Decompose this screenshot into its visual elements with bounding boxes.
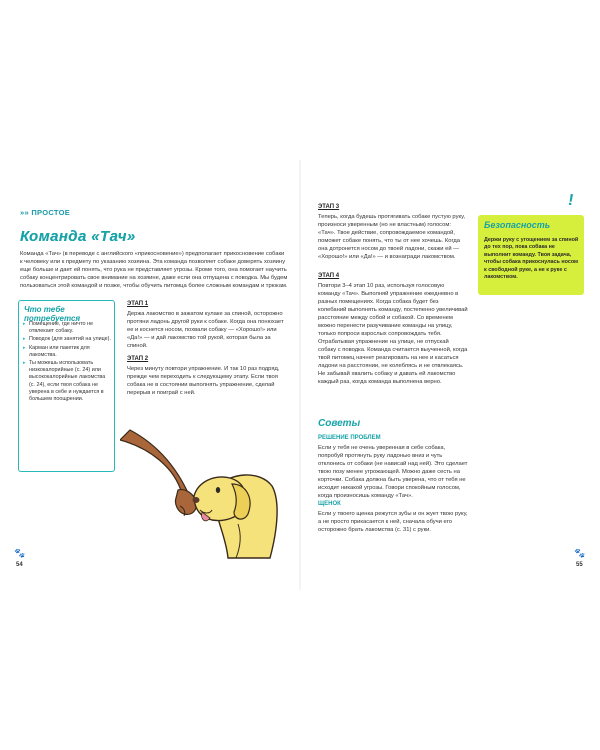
problem-solving-heading: РЕШЕНИЕ ПРОБЛЕМ (318, 435, 381, 441)
right-page (300, 160, 600, 590)
tips-heading: Советы (318, 418, 361, 429)
paw-icon: 🐾 (14, 548, 26, 558)
puppy-text: Если у твоего щенка режутся зубы и он жует твою руку, а не просто прикасается к ней, сначала обучи его осторожно брать лакомства (с. 31) с руки. (318, 511, 468, 533)
exclamation-icon: ! (566, 191, 575, 210)
requirements-title: Что тебе потребуется (24, 305, 81, 323)
left-page (0, 160, 300, 590)
stage-4-text: Повтори 3–4 этап 10 раз, используя голосовую команду «Тач». Выполняй упражнение ежедневно в разных помещениях. Когда собака будет без колебаний выполнять команду, постепенно увеличивай расстояние между собой и собакой. Со временем можно перенести разучивание команды на улицу, только попроси взрослых сопровождать тебя. Отрабатывая упражнение на улице, не отпускай собаку с поводка. Команда считается выученной, когда твой питомец начнет реагировать на нее и касаться ладони на расстоянии, не колеблясь и не отвлекаясь. Не забывай хвалить собаку и давать ей лакомство каждый раз, когда команда выполнена верно. (318, 283, 468, 385)
problem-solving-text: Если у тебя не очень уверенная в себе собака, попробуй протянуть руку ладонью вниз и чуть отклонись от собаки (не нависай над ней). Это сделает твою позу менее угрожающей. Можно даже сесть на корточки. Собака должна быть уверена, что от тебя не исходит никакой угрозы. Говори спокойным голосом, когда произносишь команду «Тач». (318, 445, 468, 499)
stage-3-heading: ЭТАП 3 (318, 204, 340, 210)
safety-box (478, 215, 584, 295)
stage-4-heading: ЭТАП 4 (318, 273, 340, 279)
page-title: Команда «Тач» (20, 228, 136, 245)
requirements-list (23, 321, 111, 404)
list-item: ▸ Поводок (для занятий на улице). (23, 336, 111, 343)
paw-icon: 🐾 (574, 548, 586, 558)
stage-3-text: Теперь, когда будешь протягивать собаке пустую руку, произноси уверенным (но не властным) голосом: «Тач». Твое действие, сопровождаемое командой, поможет собаке понять, что ты от нее хочешь. Когда она дотронется носом до твоей ладони, скажи ей — «Хорошо!» или «Да!» — и вознагради лакомством. (318, 214, 466, 260)
stage-1-heading: ЭТАП 1 (127, 301, 149, 307)
safety-text: Держи руку с угощением за спиной до тех пор, пока собака не выполнит команду. Твоя задача, чтобы собака прикоснулась носом к свободной руке, а не к руке с лакомством. (484, 237, 579, 281)
puppy-heading: ЩЕНОК (318, 501, 341, 507)
list-item: ▸ Ты можешь использовать низкокалорийные (с. 24) или высококалорийные лакомства (с. 24), если твоя собака не уверена в себе и нуждается в большем поощрении. (23, 360, 111, 403)
intro-paragraph: Команда «Тач» (в переводе с английского «прикосновение») предполагает прикосновение собаки к человеку или к предмету по указанию хозяина. Эта команда позволяет собаке доверять хозяину еще больше и дает ей понять, что рука не представляет угрозы. Кроме того, она помогает научить собаку концентрировать свое внимание на хозяине, даже если она отпущена с поводка. Мы будем пользоваться этой командой и позже, чтобы обучить питомца более сложным командам и трюкам. (20, 251, 288, 289)
book-spread (0, 160, 600, 590)
stage-2-heading: ЭТАП 2 (127, 356, 149, 362)
stage-2-text: Через минуту повтори упражнение. И так 10 раз подряд, прежде чем переходить к следующему этапу. Если твоя собака не в состоянии выполнять упражнение, сделай перерыв и поиграй с ней. (127, 366, 280, 396)
section-tag: »» ПРОСТОЕ (20, 208, 71, 217)
safety-title: Безопасность (484, 220, 551, 230)
list-item: ▸ Карман или пакетик для лакомства. (23, 345, 111, 359)
page-number: 55 (576, 562, 583, 568)
requirements-box (18, 300, 115, 472)
list-item: ▸ Помещение, где ничто не отвлекает собаку. (23, 321, 111, 335)
dog-illustration (120, 428, 290, 578)
stage-1-text: Держа лакомство в зажатом кулаке за спиной, осторожно протяни ладонь другой руки к собаке. Когда она понюхает ее и коснется носом, похвали собаку — «Хорошо!» или «Да!» — и дай лакомство той рукой, которая была за спиной. (127, 311, 284, 349)
page-number: 54 (16, 562, 23, 568)
